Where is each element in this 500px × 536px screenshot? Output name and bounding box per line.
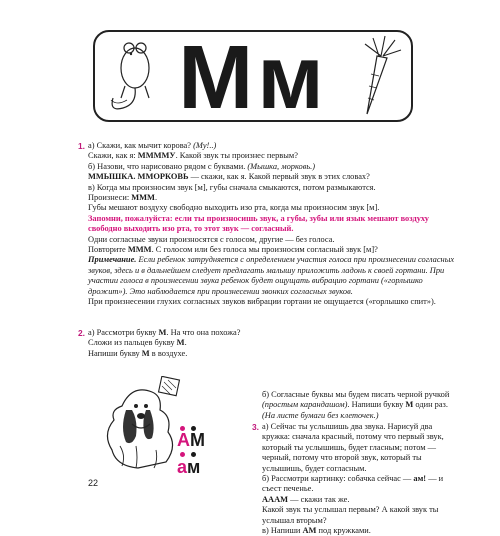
s1-c-line5: Одни согласные звуки произносятся с голосом, другие — без голоса. [88,234,335,244]
s2-b-hint2: (На листе бумаги без клеточек.) [262,410,379,420]
s3-b-line2: АААМ — скажи так же. [262,494,350,504]
s1-b-line2: ММЫШКА. ММОРКОВЬ — скажи, как я. Какой первый звук в этих словах? [88,172,370,182]
s1-c-line1: в) Когда мы произносим звук [м], губы сначала смыкаются, потом размыкаются. [88,182,376,192]
s1-c-line6: Повторите МММ. С голосом или без голоса мы произносим согласный звук [м]? [88,245,378,255]
s1-c-line3: Губы мешают воздуху свободно выходить изо рта, когда мы произносим звук [м]. [88,203,380,213]
page-number: 22 [88,478,99,488]
s2-a-line1: а) Рассмотри букву М. На что она похожа? [88,328,241,337]
s2-b-text: б) Согласные буквы мы будем писать черной ручкой (простым карандашом). Напиши букву М один раз. [262,390,450,410]
section-3 [262,422,457,536]
s3-c-line: в) Напиши АМ под кружками. [262,526,371,536]
s2-a-line2: Сложи из пальцев букву М. [88,338,187,348]
s3-b-line3: Какой звук ты услышал первым? А какой звук ты услышал вторым? [262,505,439,525]
section-1-number: 1. [78,141,85,151]
big-letters: Мм [178,28,328,128]
section-2-number: 2. [78,328,85,338]
s1-a-line2: Скажи, как я: ММММУ. Какой звук ты произнес первым? [88,151,298,161]
s1-c-line2: Произнеси: МММ. [88,193,158,203]
section-3-number: 3. [252,422,259,432]
s3-b-line1: б) Рассмотри картинку: собачка сейчас — ам! — и съест печенье. [262,474,444,494]
s1-a-line1: а) Скажи, как мычит корова? (Му!..) [88,141,217,150]
s2-a-line3: Напиши букву М в воздухе. [88,348,188,358]
carrot-icon [343,34,407,118]
section-2-b [262,390,457,421]
s3-a-text: а) Сейчас ты услышишь два звука. Нарисуй два кружка: сначала красный, потому что первый звук, который ты услышишь, будет гласным; потом — черный, потому что второй звук, который ты услышишь, будет согласным. [262,422,444,473]
letter-banner [93,28,413,128]
s1-b-line1: б) Назови, что нарисовано рядом с буквами. (Мышка, морковь.) [88,161,316,171]
section-2 [88,328,460,359]
s1-note: Примечание. Если ребенок затрудняется с определением участия голоса при произнесении согласных звуков, здесь и в дальнейшем следует предлагать малышу приложить ладонь к своей гортани. При участии голоса в произнесении звука ребенок будет ощущать вибрацию гортани («горлышко дрожит»). Это наблюдается при произнесении звонких согласных звуков. [88,255,455,296]
section-1 [88,141,460,308]
am-uppercase: АМ [177,430,205,450]
am-lowercase: ам [177,457,201,477]
s1-rule: Запомни, пожалуйста: если ты произносишь звук, а губы, зубы или язык мешают воздуху свободно выходить изо рта, то этот звук — согласный. [88,213,429,234]
s1-c-last: При произнесении глухих согласных звуков вибрации гортани не ощущается («горлышко спит»). [88,297,436,307]
